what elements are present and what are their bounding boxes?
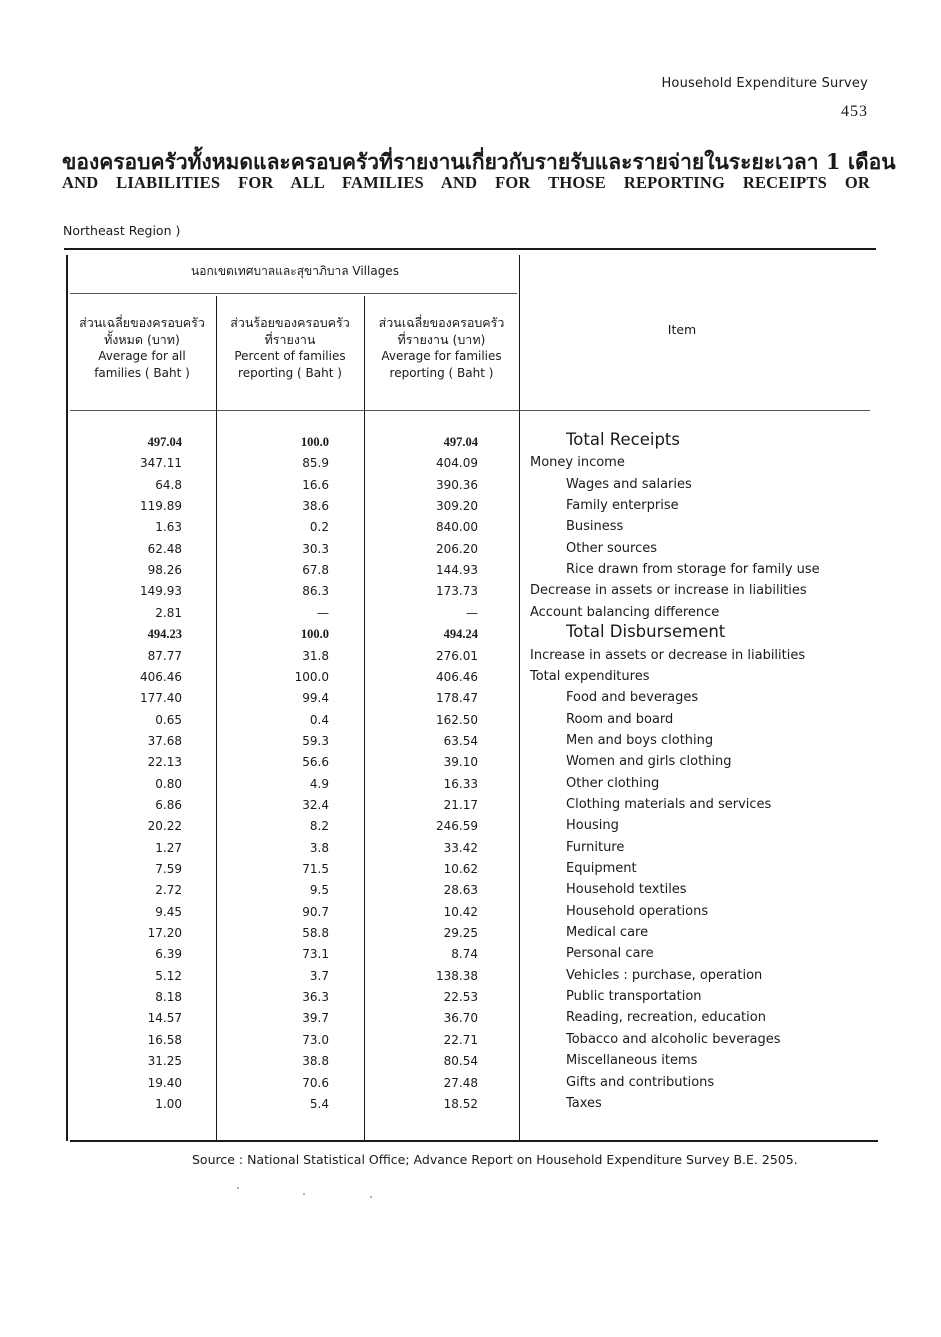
cell-percent-reporting: 99.4 xyxy=(302,691,329,706)
cell-average-all: 149.93 xyxy=(140,584,182,599)
cell-item: Room and board xyxy=(566,711,674,727)
title-thai: ของครอบครัวทั้งหมดและครอบครัวที่รายงานเกี่ยวกับรายรับและรายจ่ายในระยะเวลา 1 เดือน xyxy=(62,149,896,174)
column-header-en-2: reporting ( Baht ) xyxy=(389,366,494,380)
cell-percent-reporting: 73.1 xyxy=(302,947,329,962)
cell-percent-reporting: 0.4 xyxy=(309,712,329,727)
cell-item: Furniture xyxy=(566,839,625,855)
cell-average-all: 1.00 xyxy=(155,1096,182,1111)
cell-average-reporting: 22.53 xyxy=(443,990,478,1005)
cell-average-all: 64.8 xyxy=(155,477,182,492)
table-row xyxy=(0,751,941,773)
cell-item: Tobacco and alcoholic beverages xyxy=(566,1031,781,1047)
cell-average-all: 87.77 xyxy=(147,648,182,663)
cell-item: Personal care xyxy=(566,946,654,962)
table-row xyxy=(0,922,941,944)
column-header-thai-2: ที่รายงาน (บาท) xyxy=(397,332,486,347)
cell-average-reporting: 494.24 xyxy=(443,627,478,642)
table-row xyxy=(0,452,941,474)
table-row xyxy=(0,709,941,731)
cell-average-reporting: 162.50 xyxy=(436,712,478,727)
cell-average-reporting: 10.62 xyxy=(443,862,478,876)
cell-average-reporting: 406.46 xyxy=(436,669,478,684)
table-row xyxy=(0,858,941,880)
cell-percent-reporting: 36.3 xyxy=(302,990,329,1005)
cell-average-reporting: 16.33 xyxy=(443,776,478,791)
cell-item: Total Receipts xyxy=(566,430,681,449)
cell-average-reporting: 22.71 xyxy=(443,1032,478,1047)
table-row xyxy=(0,773,941,795)
cell-average-all: 1.27 xyxy=(155,840,182,855)
cell-average-reporting: 206.20 xyxy=(436,541,478,556)
cell-item: Reading, recreation, education xyxy=(566,1010,766,1026)
cell-item: Rice drawn from storage for family use xyxy=(566,562,820,578)
column-header-thai-1: ส่วนร้อยของครอบครัว xyxy=(230,315,350,330)
cell-item: Household operations xyxy=(566,903,709,919)
cell-average-reporting: 144.93 xyxy=(436,563,478,578)
cell-percent-reporting: 70.6 xyxy=(302,1075,329,1090)
cell-percent-reporting: 5.4 xyxy=(309,1096,329,1111)
cell-average-reporting: 309.20 xyxy=(436,499,478,514)
cell-average-all: 2.81 xyxy=(155,605,182,620)
cell-average-all: 20.22 xyxy=(147,819,182,834)
table-row xyxy=(0,580,941,602)
table-row xyxy=(0,1072,941,1094)
table-row xyxy=(0,986,941,1008)
column-header-en-2: families ( Baht ) xyxy=(94,366,190,380)
table-top-rule xyxy=(64,248,876,250)
cell-item: Total Disbursement xyxy=(566,622,726,642)
table-row xyxy=(0,431,941,453)
cell-percent-reporting: 59.3 xyxy=(302,733,329,748)
column-header-thai-1: ส่วนเฉลี่ยของครอบครัว xyxy=(378,315,505,330)
cell-average-all: 62.48 xyxy=(147,541,182,556)
header-bottom-rule xyxy=(70,410,870,411)
cell-percent-reporting: 16.6 xyxy=(302,477,329,492)
cell-average-all: 37.68 xyxy=(147,733,182,748)
table-row xyxy=(0,815,941,837)
column-header-item: Item xyxy=(667,322,697,337)
cell-item: Food and beverages xyxy=(566,690,699,706)
cell-item: Clothing materials and services xyxy=(566,796,772,812)
cell-average-reporting: 138.38 xyxy=(436,968,478,983)
table-row xyxy=(0,1007,941,1029)
table-row xyxy=(0,645,941,667)
cell-item: Public transportation xyxy=(566,989,702,1005)
cell-item: Medical care xyxy=(566,925,649,941)
cell-item: Money income xyxy=(530,455,625,471)
cell-percent-reporting: 3.7 xyxy=(309,968,329,983)
cell-average-reporting: 276.01 xyxy=(436,648,478,663)
source-note: Source : National Statistical Office; Advance Report on Household Expenditure Survey B.E. 2505. xyxy=(192,1152,798,1167)
cell-item: Other clothing xyxy=(566,775,660,791)
cell-item: Family enterprise xyxy=(566,498,679,514)
cell-percent-reporting: 0.2 xyxy=(309,520,329,535)
cell-percent-reporting: 58.8 xyxy=(302,926,329,941)
table-row xyxy=(0,730,941,752)
cell-item: Vehicles : purchase, operation xyxy=(566,967,763,983)
cell-percent-reporting: 100.0 xyxy=(294,669,329,684)
cell-average-reporting: — xyxy=(466,605,478,620)
table-row xyxy=(0,602,941,624)
cell-average-all: 31.25 xyxy=(147,1054,182,1069)
cell-average-reporting: 21.17 xyxy=(443,797,478,812)
page-number: 453 xyxy=(841,103,868,120)
table-row xyxy=(0,623,941,645)
cell-average-all: 98.26 xyxy=(147,563,182,578)
scan-speck xyxy=(303,1193,305,1195)
cell-item: Increase in assets or decrease in liabilities xyxy=(530,647,806,663)
title-english: AND LIABILITIES FOR ALL FAMILIES AND FOR THOSE REPORTING RECEIPTS OR xyxy=(62,173,870,192)
cell-item: Taxes xyxy=(566,1095,602,1111)
table-row xyxy=(0,1050,941,1072)
cell-percent-reporting: 67.8 xyxy=(302,563,329,578)
region-note: Northeast Region ) xyxy=(63,223,181,238)
cell-percent-reporting: 71.5 xyxy=(302,862,329,876)
cell-average-all: 22.13 xyxy=(147,755,182,770)
span-header-rule xyxy=(70,293,517,294)
table-row xyxy=(0,901,941,923)
cell-average-reporting: 10.42 xyxy=(443,904,478,919)
scan-speck xyxy=(237,1187,239,1189)
cell-average-reporting: 178.47 xyxy=(436,691,478,706)
cell-percent-reporting: 32.4 xyxy=(302,797,329,812)
cell-average-reporting: 173.73 xyxy=(436,584,478,599)
table-row xyxy=(0,1093,941,1115)
cell-percent-reporting: 31.8 xyxy=(302,648,329,663)
column-header-en-1: Average for families xyxy=(381,349,502,363)
cell-average-reporting: 404.09 xyxy=(436,456,478,471)
cell-average-reporting: 497.04 xyxy=(443,435,478,449)
table-row xyxy=(0,687,941,709)
table-row xyxy=(0,1029,941,1051)
cell-average-reporting: 29.25 xyxy=(443,926,478,941)
cell-item: Other sources xyxy=(566,540,657,556)
cell-average-all: 7.59 xyxy=(155,862,182,876)
cell-average-all: 177.40 xyxy=(140,691,182,706)
cell-percent-reporting: 90.7 xyxy=(302,904,329,919)
cell-average-all: 119.89 xyxy=(140,499,182,514)
column-header-thai-1: ส่วนเฉลี่ยของครอบครัว xyxy=(79,315,205,330)
cell-item: Women and girls clothing xyxy=(566,754,732,770)
column-header-avg-all xyxy=(68,314,216,382)
cell-percent-reporting: 86.3 xyxy=(302,584,329,599)
cell-item: Business xyxy=(566,519,624,535)
cell-average-all: 497.04 xyxy=(147,435,182,449)
cell-average-all: 0.80 xyxy=(155,776,182,791)
cell-average-all: 14.57 xyxy=(147,1011,182,1026)
cell-percent-reporting: 100.0 xyxy=(300,627,329,642)
cell-percent-reporting: — xyxy=(317,605,329,620)
column-header-en-1: Average for all xyxy=(98,349,186,363)
cell-item: Men and boys clothing xyxy=(566,732,714,748)
column-header-en-2: reporting ( Baht ) xyxy=(238,366,342,380)
table-bottom-rule xyxy=(70,1140,878,1142)
cell-average-all: 16.58 xyxy=(147,1032,182,1047)
cell-percent-reporting: 4.9 xyxy=(309,776,329,791)
cell-percent-reporting: 39.7 xyxy=(302,1011,329,1026)
cell-item: Household textiles xyxy=(566,882,687,898)
cell-average-all: 6.86 xyxy=(155,797,182,812)
running-head: Household Expenditure Survey xyxy=(661,76,868,91)
cell-average-all: 5.12 xyxy=(155,968,182,983)
cell-average-all: 8.18 xyxy=(155,990,182,1005)
cell-average-all: 19.40 xyxy=(147,1075,182,1090)
cell-average-reporting: 390.36 xyxy=(436,477,478,492)
cell-average-all: 1.63 xyxy=(155,520,182,535)
cell-item: Gifts and contributions xyxy=(566,1074,715,1090)
table-row xyxy=(0,666,941,688)
column-header-thai-2: ที่รายงาน xyxy=(264,332,316,347)
column-header-thai-2: ทั้งหมด (บาท) xyxy=(104,332,180,347)
cell-average-reporting: 63.54 xyxy=(443,733,478,748)
cell-average-reporting: 840.00 xyxy=(436,520,478,535)
cell-average-reporting: 18.52 xyxy=(443,1096,478,1111)
cell-percent-reporting: 3.8 xyxy=(309,840,329,855)
table-row xyxy=(0,538,941,560)
table-row xyxy=(0,965,941,987)
table-row xyxy=(0,879,941,901)
table-row xyxy=(0,837,941,859)
column-header-en-1: Percent of families xyxy=(234,349,346,363)
cell-average-reporting: 80.54 xyxy=(443,1054,478,1069)
cell-percent-reporting: 85.9 xyxy=(302,456,329,471)
cell-average-all: 9.45 xyxy=(155,904,182,919)
column-header-avg-reporting xyxy=(364,314,519,382)
cell-item: Total expenditures xyxy=(530,668,650,684)
cell-average-reporting: 33.42 xyxy=(443,840,478,855)
cell-percent-reporting: 38.8 xyxy=(302,1054,329,1069)
scan-speck xyxy=(370,1196,372,1198)
table-row xyxy=(0,559,941,581)
span-header-villages: นอกเขตเทศบาลและสุขาภิบาล Villages xyxy=(191,264,399,278)
cell-average-reporting: 28.63 xyxy=(443,883,478,898)
cell-percent-reporting: 100.0 xyxy=(300,435,329,449)
cell-average-all: 2.72 xyxy=(155,883,182,898)
table-row xyxy=(0,794,941,816)
table-row xyxy=(0,516,941,538)
table-row xyxy=(0,474,941,496)
cell-percent-reporting: 73.0 xyxy=(302,1032,329,1047)
cell-item: Miscellaneous items xyxy=(566,1053,698,1069)
cell-average-reporting: 39.10 xyxy=(443,755,478,770)
column-header-percent xyxy=(216,314,364,382)
cell-percent-reporting: 38.6 xyxy=(302,499,329,514)
cell-item: Housing xyxy=(566,818,619,834)
table-row xyxy=(0,943,941,965)
cell-item: Equipment xyxy=(566,861,637,876)
cell-item: Wages and salaries xyxy=(566,476,692,492)
cell-average-all: 0.65 xyxy=(155,712,182,727)
cell-average-all: 347.11 xyxy=(140,456,182,471)
cell-average-all: 17.20 xyxy=(147,926,182,941)
table-row xyxy=(0,495,941,517)
cell-item: Account balancing difference xyxy=(530,604,720,620)
cell-average-all: 494.23 xyxy=(147,627,182,642)
cell-percent-reporting: 30.3 xyxy=(302,541,329,556)
cell-average-reporting: 36.70 xyxy=(443,1011,478,1026)
cell-average-reporting: 8.74 xyxy=(451,947,478,962)
cell-average-reporting: 27.48 xyxy=(443,1075,478,1090)
cell-average-all: 406.46 xyxy=(140,669,182,684)
cell-average-all: 6.39 xyxy=(155,947,182,962)
cell-item: Decrease in assets or increase in liabilities xyxy=(530,583,807,599)
cell-percent-reporting: 56.6 xyxy=(302,755,329,770)
cell-percent-reporting: 8.2 xyxy=(309,819,329,834)
cell-average-reporting: 246.59 xyxy=(436,819,478,834)
cell-percent-reporting: 9.5 xyxy=(309,883,329,898)
